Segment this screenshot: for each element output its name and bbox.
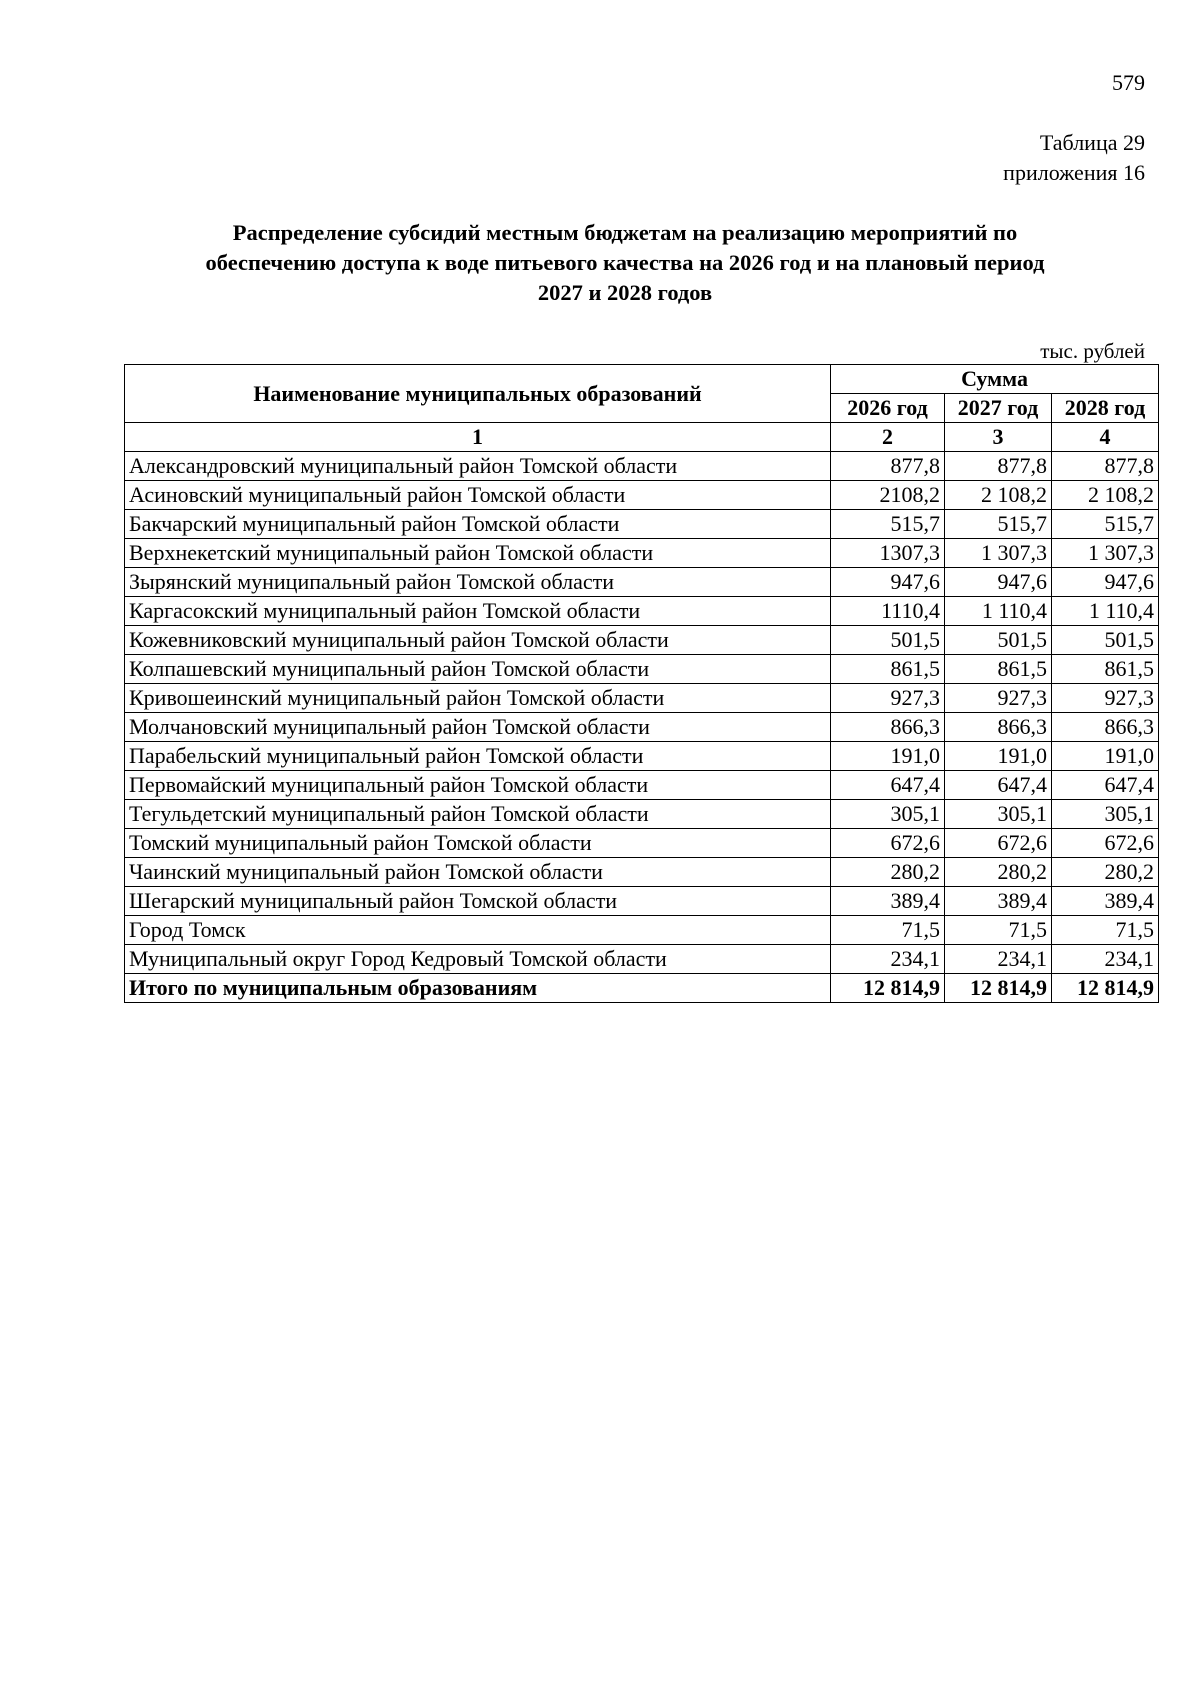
- value-2026-cell: 389,4: [831, 887, 945, 916]
- municipality-name-cell: Верхнекетский муниципальный район Томской области: [125, 539, 831, 568]
- table-number: Таблица 29: [1039, 130, 1145, 155]
- value-2028-cell: 191,0: [1052, 742, 1159, 771]
- value-2028-cell: 515,7: [1052, 510, 1159, 539]
- appendix-number: приложения 16: [1003, 160, 1145, 185]
- value-2027-cell: 191,0: [945, 742, 1052, 771]
- value-2028-cell: 647,4: [1052, 771, 1159, 800]
- column-header-sum: Сумма: [831, 365, 1159, 394]
- value-2027-cell: 947,6: [945, 568, 1052, 597]
- table-row: [125, 800, 1159, 829]
- table-row: [125, 858, 1159, 887]
- column-header-2027: 2027 год: [945, 394, 1052, 423]
- table-row: [125, 713, 1159, 742]
- municipality-name-cell: Чаинский муниципальный район Томской области: [125, 858, 831, 887]
- value-2026-cell: 515,7: [831, 510, 945, 539]
- value-2027-cell: 305,1: [945, 800, 1052, 829]
- value-2027-cell: 71,5: [945, 916, 1052, 945]
- value-2026-cell: 71,5: [831, 916, 945, 945]
- table-row: [125, 510, 1159, 539]
- municipality-name-cell: Колпашевский муниципальный район Томской области: [125, 655, 831, 684]
- municipality-name-cell: Парабельский муниципальный район Томской области: [125, 742, 831, 771]
- value-2026-cell: 927,3: [831, 684, 945, 713]
- table-row: [125, 452, 1159, 481]
- table-total-row: [125, 974, 1159, 1003]
- table-row: [125, 655, 1159, 684]
- municipality-name-cell: Зырянский муниципальный район Томской области: [125, 568, 831, 597]
- column-header-2028: 2028 год: [1052, 394, 1159, 423]
- value-2026-cell: 501,5: [831, 626, 945, 655]
- value-2028-cell: 672,6: [1052, 829, 1159, 858]
- municipality-name-cell: Бакчарский муниципальный район Томской области: [125, 510, 831, 539]
- municipality-name-cell: Томский муниципальный район Томской области: [125, 829, 831, 858]
- column-header-2026: 2026 год: [831, 394, 945, 423]
- value-2026-cell: 12 814,9: [831, 974, 945, 1003]
- value-2028-cell: 234,1: [1052, 945, 1159, 974]
- municipality-name-cell: Молчановский муниципальный район Томской области: [125, 713, 831, 742]
- value-2027-cell: 389,4: [945, 887, 1052, 916]
- value-2028-cell: 866,3: [1052, 713, 1159, 742]
- column-index: 4: [1052, 423, 1159, 452]
- value-2026-cell: 866,3: [831, 713, 945, 742]
- value-2028-cell: 947,6: [1052, 568, 1159, 597]
- value-2026-cell: 861,5: [831, 655, 945, 684]
- value-2027-cell: 2 108,2: [945, 481, 1052, 510]
- municipality-name-cell: Кожевниковский муниципальный район Томской области: [125, 626, 831, 655]
- column-index-row: [125, 423, 1159, 452]
- header-row-1: [125, 365, 1159, 394]
- table-reference: [1003, 128, 1145, 188]
- municipality-name-cell: Шегарский муниципальный район Томской области: [125, 887, 831, 916]
- value-2028-cell: 305,1: [1052, 800, 1159, 829]
- title-line-1: Распределение субсидий местным бюджетам на реализацию мероприятий по: [232, 220, 1018, 245]
- municipality-name-cell: Асиновский муниципальный район Томской области: [125, 481, 831, 510]
- value-2027-cell: 927,3: [945, 684, 1052, 713]
- municipality-name-cell: Город Томск: [125, 916, 831, 945]
- value-2027-cell: 647,4: [945, 771, 1052, 800]
- value-2028-cell: 1 307,3: [1052, 539, 1159, 568]
- column-index: 2: [831, 423, 945, 452]
- value-2028-cell: 501,5: [1052, 626, 1159, 655]
- value-2027-cell: 1 307,3: [945, 539, 1052, 568]
- municipality-name-cell: Александровский муниципальный район Томской области: [125, 452, 831, 481]
- value-2027-cell: 515,7: [945, 510, 1052, 539]
- value-2028-cell: 861,5: [1052, 655, 1159, 684]
- value-2027-cell: 866,3: [945, 713, 1052, 742]
- value-2026-cell: 305,1: [831, 800, 945, 829]
- value-2026-cell: 877,8: [831, 452, 945, 481]
- subsidy-table: [124, 364, 1159, 1003]
- value-2028-cell: 71,5: [1052, 916, 1159, 945]
- value-2026-cell: 672,6: [831, 829, 945, 858]
- table-row: [125, 771, 1159, 800]
- table-row: [125, 945, 1159, 974]
- municipality-name-cell: Первомайский муниципальный район Томской области: [125, 771, 831, 800]
- value-2026-cell: 191,0: [831, 742, 945, 771]
- value-2026-cell: 234,1: [831, 945, 945, 974]
- table-row: [125, 829, 1159, 858]
- value-2027-cell: 877,8: [945, 452, 1052, 481]
- title-line-2: обеспечению доступа к воде питьевого качества на 2026 год и на плановый период: [205, 250, 1045, 275]
- municipality-name-cell: Кривошеинский муниципальный район Томской области: [125, 684, 831, 713]
- value-2028-cell: 927,3: [1052, 684, 1159, 713]
- page-number: 579: [1112, 70, 1145, 95]
- table-row: [125, 742, 1159, 771]
- table-row: [125, 481, 1159, 510]
- value-2028-cell: 389,4: [1052, 887, 1159, 916]
- municipality-name-cell: Муниципальный округ Город Кедровый Томской области: [125, 945, 831, 974]
- table-row: [125, 626, 1159, 655]
- value-2026-cell: 947,6: [831, 568, 945, 597]
- value-2026-cell: 647,4: [831, 771, 945, 800]
- title-line-3: 2027 и 2028 годов: [537, 280, 713, 305]
- value-2027-cell: 501,5: [945, 626, 1052, 655]
- table-row: [125, 916, 1159, 945]
- value-2026-cell: 280,2: [831, 858, 945, 887]
- table-row: [125, 597, 1159, 626]
- value-2027-cell: 861,5: [945, 655, 1052, 684]
- table-row: [125, 684, 1159, 713]
- value-2027-cell: 1 110,4: [945, 597, 1052, 626]
- value-2028-cell: 2 108,2: [1052, 481, 1159, 510]
- value-2027-cell: 234,1: [945, 945, 1052, 974]
- column-index: 3: [945, 423, 1052, 452]
- column-header-name: Наименование муниципальных образований: [125, 365, 831, 423]
- value-2026-cell: 1110,4: [831, 597, 945, 626]
- value-2026-cell: 1307,3: [831, 539, 945, 568]
- value-2028-cell: 877,8: [1052, 452, 1159, 481]
- municipality-name-cell: Тегульдетский муниципальный район Томской области: [125, 800, 831, 829]
- value-2027-cell: 672,6: [945, 829, 1052, 858]
- value-2026-cell: 2108,2: [831, 481, 945, 510]
- municipality-name-cell: Каргасокский муниципальный район Томской области: [125, 597, 831, 626]
- column-index: 1: [125, 423, 831, 452]
- units-label: тыс. рублей: [1040, 339, 1145, 363]
- table-row: [125, 887, 1159, 916]
- value-2027-cell: 12 814,9: [945, 974, 1052, 1003]
- table-row: [125, 539, 1159, 568]
- value-2027-cell: 280,2: [945, 858, 1052, 887]
- table-row: [125, 568, 1159, 597]
- document-title: [125, 218, 1125, 308]
- value-2028-cell: 12 814,9: [1052, 974, 1159, 1003]
- municipality-name-cell: Итого по муниципальным образованиям: [125, 974, 831, 1003]
- value-2028-cell: 280,2: [1052, 858, 1159, 887]
- value-2028-cell: 1 110,4: [1052, 597, 1159, 626]
